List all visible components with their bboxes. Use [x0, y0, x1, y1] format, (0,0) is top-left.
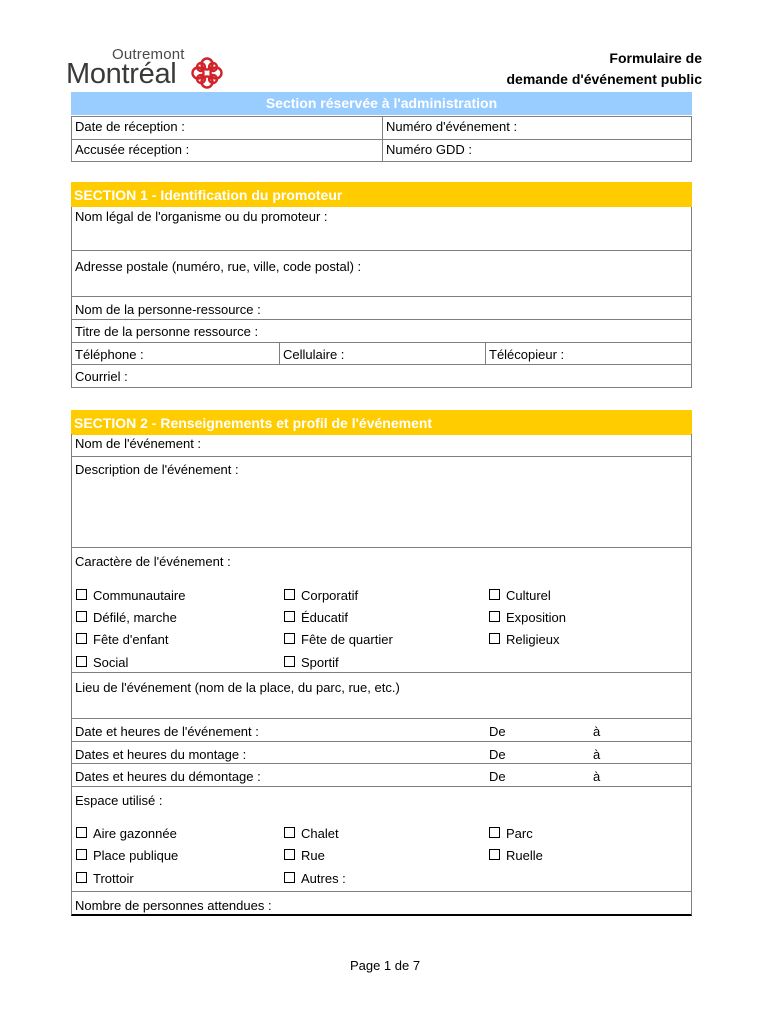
- de-label: De: [489, 769, 506, 784]
- accusee-reception-field[interactable]: [72, 140, 382, 162]
- cellulaire-label: Cellulaire :: [283, 347, 345, 362]
- numero-gdd-label: Numéro GDD :: [386, 142, 472, 157]
- checkbox[interactable]: [489, 849, 500, 860]
- logo-city: Montréal: [66, 58, 177, 90]
- numero-evenement-field[interactable]: [382, 117, 692, 139]
- numero-gdd-field[interactable]: [382, 140, 692, 162]
- espace-label: Espace utilisé :: [75, 793, 163, 808]
- checkbox[interactable]: [489, 611, 500, 622]
- checkbox[interactable]: [284, 633, 295, 644]
- section1-table: [71, 207, 692, 388]
- montreal-flower-icon: [190, 56, 224, 90]
- checkbox[interactable]: [284, 827, 295, 838]
- option-chalet[interactable]: Chalet: [284, 826, 339, 841]
- option-parc[interactable]: Parc: [489, 826, 533, 841]
- description-label: Description de l'événement :: [75, 462, 239, 477]
- option-exposition[interactable]: Exposition: [489, 610, 566, 625]
- nom-evenement-label: Nom de l'événement :: [75, 436, 202, 451]
- checkbox[interactable]: [76, 656, 87, 667]
- checkbox[interactable]: [489, 589, 500, 600]
- demontage-row[interactable]: [72, 764, 691, 787]
- option-fete-quartier[interactable]: Fête de quartier: [284, 632, 393, 647]
- option-religieux[interactable]: Religieux: [489, 632, 559, 647]
- logo-borough: Outremont: [112, 46, 185, 63]
- telephone-field[interactable]: [72, 343, 279, 364]
- option-aire-gazonnee[interactable]: Aire gazonnée: [76, 826, 177, 841]
- titre-personne-label: Titre de la personne ressource :: [75, 324, 259, 339]
- contact-row: [72, 343, 691, 365]
- personne-ressource-field[interactable]: [72, 297, 691, 320]
- a-label: à: [593, 747, 601, 762]
- admin-row-2: [72, 140, 691, 162]
- option-fete-enfant[interactable]: Fête d'enfant: [76, 632, 168, 647]
- checkbox[interactable]: [76, 872, 87, 883]
- section1-heading: SECTION 1 - Identification du promoteur: [71, 182, 692, 207]
- section2-table: [71, 434, 692, 916]
- lieu-field[interactable]: [72, 673, 691, 719]
- description-field[interactable]: [72, 457, 691, 548]
- option-trottoir[interactable]: Trottoir: [76, 871, 134, 886]
- date-heures-label: Date et heures de l'événement :: [75, 724, 259, 739]
- date-reception-label: Date de réception :: [75, 119, 185, 134]
- checkbox[interactable]: [284, 656, 295, 667]
- form-title-line1: Formulaire de: [609, 50, 702, 66]
- admin-section-heading: Section réservée à l'administration: [71, 92, 692, 115]
- checkbox[interactable]: [76, 633, 87, 644]
- courriel-field[interactable]: [72, 365, 691, 387]
- checkbox[interactable]: [76, 589, 87, 600]
- page-number: Page 1 de 7: [349, 958, 421, 973]
- option-communautaire[interactable]: Communautaire: [76, 588, 186, 603]
- checkbox[interactable]: [489, 827, 500, 838]
- adresse-label: Adresse postale (numéro, rue, ville, code postal) :: [75, 259, 362, 274]
- option-defile-marche[interactable]: Défilé, marche: [76, 610, 177, 625]
- option-rue[interactable]: Rue: [284, 848, 325, 863]
- date-reception-field[interactable]: [72, 117, 382, 139]
- checkbox[interactable]: [76, 849, 87, 860]
- de-label: De: [489, 747, 506, 762]
- option-ruelle[interactable]: Ruelle: [489, 848, 543, 863]
- checkbox[interactable]: [284, 611, 295, 622]
- checkbox[interactable]: [284, 849, 295, 860]
- checkbox[interactable]: [489, 633, 500, 644]
- a-label: à: [593, 724, 601, 739]
- nombre-personnes-label: Nombre de personnes attendues :: [75, 898, 272, 913]
- nom-legal-label: Nom légal de l'organisme ou du promoteur :: [75, 209, 328, 224]
- telephone-label: Téléphone :: [75, 347, 144, 362]
- accusee-reception-label: Accusée réception :: [75, 142, 190, 157]
- de-label: De: [489, 724, 506, 739]
- form-title-line2: demande d'événement public: [506, 71, 702, 87]
- montreal-logo: [66, 46, 236, 92]
- admin-row-1: [72, 117, 691, 140]
- personne-ressource-label: Nom de la personne-ressource :: [75, 302, 261, 317]
- numero-evenement-label: Numéro d'événement :: [386, 119, 518, 134]
- montage-label: Dates et heures du montage :: [75, 747, 247, 762]
- checkbox[interactable]: [76, 827, 87, 838]
- adresse-field[interactable]: [72, 251, 691, 297]
- nom-evenement-field[interactable]: [72, 434, 691, 457]
- checkbox[interactable]: [284, 589, 295, 600]
- cellulaire-field[interactable]: [279, 343, 485, 364]
- courriel-label: Courriel :: [75, 369, 128, 384]
- admin-table: [71, 116, 692, 162]
- montage-row[interactable]: [72, 742, 691, 764]
- titre-personne-field[interactable]: [72, 320, 691, 343]
- caractere-group: [72, 548, 691, 673]
- option-autres[interactable]: Autres :: [284, 871, 346, 886]
- section2-heading: SECTION 2 - Renseignements et profil de l'événement: [71, 410, 692, 435]
- option-corporatif[interactable]: Corporatif: [284, 588, 358, 603]
- nom-legal-field[interactable]: [72, 207, 691, 251]
- date-heures-row[interactable]: [72, 719, 691, 742]
- lieu-label: Lieu de l'événement (nom de la place, du parc, rue, etc.): [75, 680, 400, 695]
- telecopieur-field[interactable]: [485, 343, 691, 364]
- option-culturel[interactable]: Culturel: [489, 588, 551, 603]
- option-place-publique[interactable]: Place publique: [76, 848, 178, 863]
- telecopieur-label: Télécopieur :: [489, 347, 565, 362]
- caractere-label: Caractère de l'événement :: [75, 554, 231, 569]
- a-label: à: [593, 769, 601, 784]
- checkbox[interactable]: [284, 872, 295, 883]
- checkbox[interactable]: [76, 611, 87, 622]
- espace-group: [72, 787, 691, 892]
- nombre-personnes-field[interactable]: [72, 892, 691, 914]
- option-educatif[interactable]: Éducatif: [284, 610, 348, 625]
- form-title: [507, 48, 703, 90]
- demontage-label: Dates et heures du démontage :: [75, 769, 261, 784]
- option-sportif[interactable]: Sportif: [284, 655, 339, 670]
- option-social[interactable]: Social: [76, 655, 128, 670]
